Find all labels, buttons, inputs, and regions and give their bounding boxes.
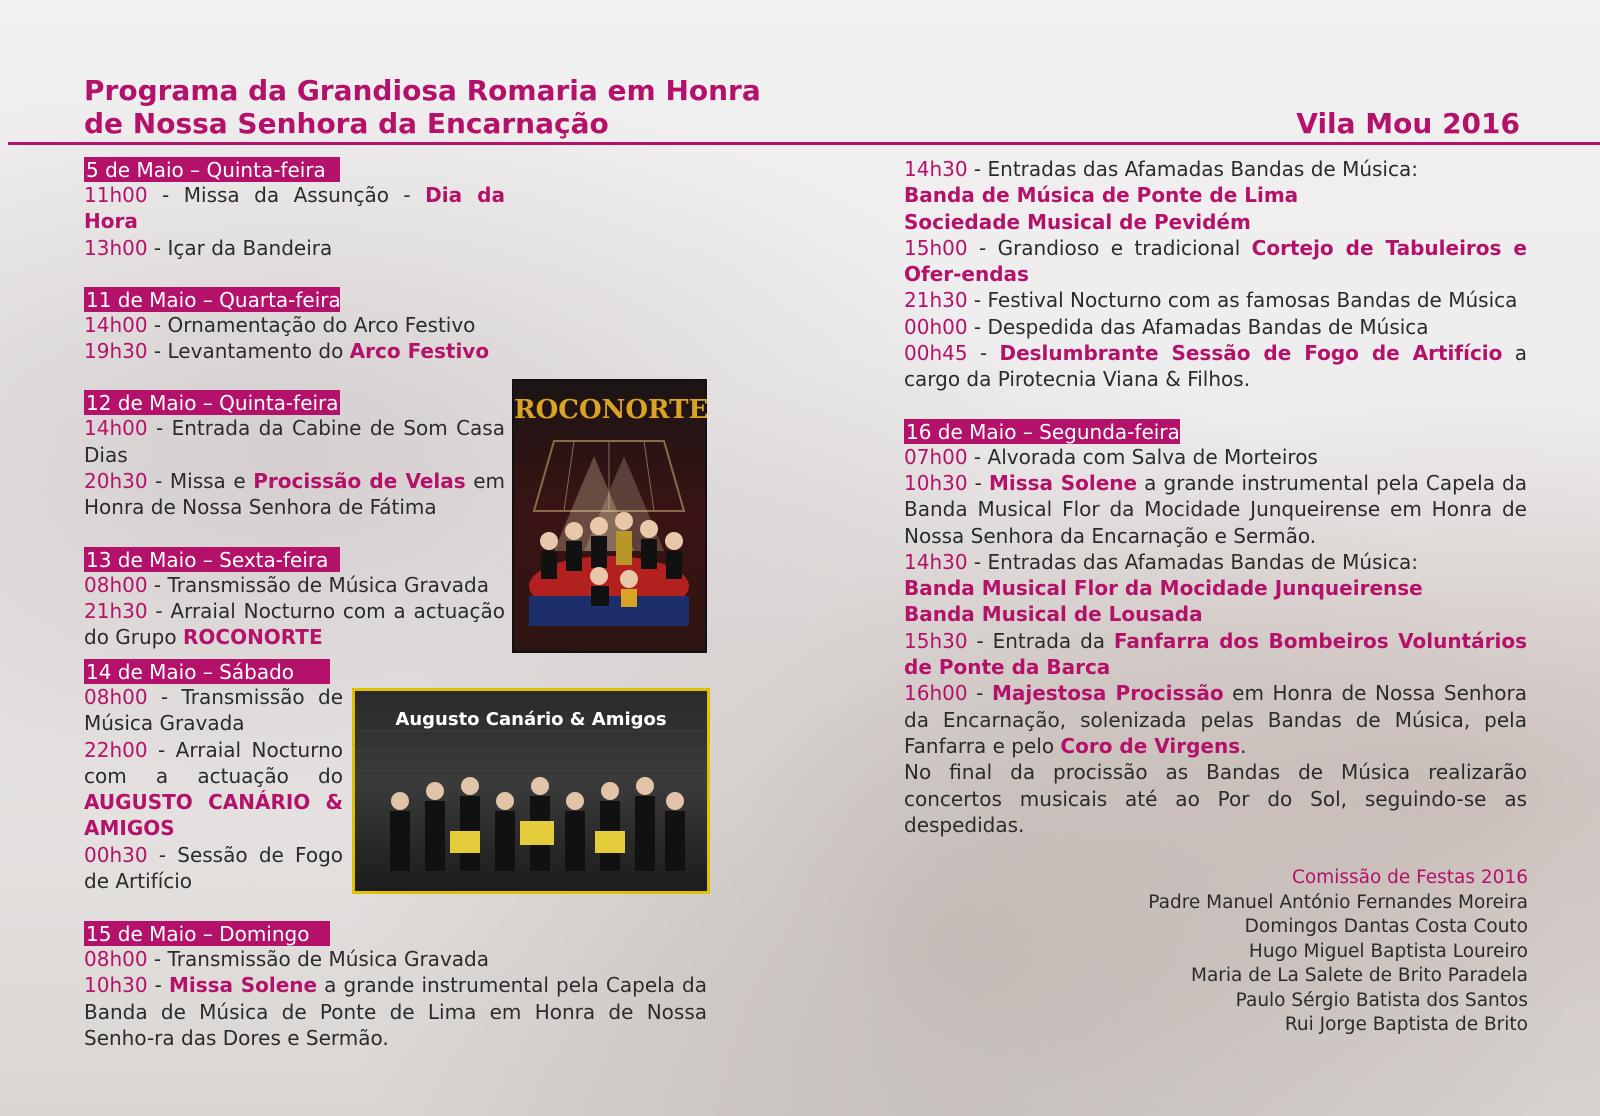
schedule-item: 21h30 - Festival Nocturno com as famosas Bandas de Música <box>904 288 1518 313</box>
committee-member: Domingos Dantas Costa Couto <box>1244 916 1528 937</box>
stage-illustration-icon <box>514 381 709 651</box>
day-heading: 12 de Maio – Quinta-feira <box>86 391 339 416</box>
committee-member: Paulo Sérgio Batista dos Santos <box>1235 989 1528 1011</box>
schedule-item: 00h45 - Deslumbrante Sessão de Fogo de Artifício a cargo da Pirotecnia Viana & Filhos. <box>904 341 1527 392</box>
day-heading: 14 de Maio – Sábado <box>84 659 330 684</box>
band-group-icon <box>355 691 707 891</box>
roconorte-poster <box>512 379 707 653</box>
band-name: Banda Musical de Lousada <box>904 602 1203 627</box>
schedule-item: 10h30 - Missa Solene a grande instrumental pela Capela da Banda de Música de Ponte de Lima em Honra de Nossa Senho-ra das Dores e Sermão. <box>84 973 707 1050</box>
schedule-item: 00h30 - Sessão de Fogo de Artifício <box>84 842 343 894</box>
schedule-item: 19h30 - Levantamento do Arco Festivo <box>84 339 490 364</box>
schedule-item: 16h00 - Majestosa Procissão em Honra de Nossa Senhora da Encarnação, solenizada pelas Bandas de Música, pela Fanfarra e pelo Coro de Virgens. <box>904 681 1527 758</box>
schedule-item: 15h00 - Grandioso e tradicional Cortejo de Tabuleiros e Ofer-endas <box>904 235 1527 287</box>
right-column <box>904 156 1527 838</box>
left-column-bottom <box>84 921 707 1051</box>
band-name: Banda Musical Flor da Mocidade Junqueirense <box>904 576 1423 601</box>
left-column-top <box>84 157 505 651</box>
day-heading: 11 de Maio – Quarta-feira <box>86 287 341 312</box>
page-title <box>84 74 761 140</box>
schedule-item: 07h00 - Alvorada com Salva de Morteiros <box>904 444 1318 469</box>
band-name: Sociedade Musical de Pevidém <box>904 209 1251 234</box>
left-column-middle <box>84 659 343 894</box>
committee-member: Rui Jorge Baptista de Brito <box>1284 1014 1528 1035</box>
committee-block <box>1148 866 1528 1038</box>
photo-title: Augusto Canário & Amigos <box>395 709 667 730</box>
committee-member: Hugo Miguel Baptista Loureiro <box>1248 940 1528 962</box>
day-heading: 13 de Maio – Sexta-feira <box>84 547 340 572</box>
schedule-item: 22h00 - Arraial Nocturno com a actuação do AUGUSTO CANÁRIO & AMIGOS <box>84 737 343 841</box>
schedule-item: 08h00 - Transmissão de Música Gravada <box>84 947 489 971</box>
schedule-item: 21h30 - Arraial Nocturno com a actuação do Grupo ROCONORTE <box>84 598 505 650</box>
title-line-2: de Nossa Senhora da Encarnação <box>84 107 609 140</box>
day-heading: 16 de Maio – Segunda-feira <box>906 419 1180 444</box>
augusto-canario-photo <box>352 688 710 894</box>
schedule-item: 08h00 - Transmissão de Música Gravada <box>84 685 343 736</box>
committee-member: Maria de La Salete de Brito Paradela <box>1190 965 1528 986</box>
schedule-item: 00h00 - Despedida das Afamadas Bandas de Música <box>904 314 1429 339</box>
schedule-item: 14h00 - Entrada da Cabine de Som Casa Dias <box>84 416 505 467</box>
band-name: Banda de Música de Ponte de Lima <box>904 183 1299 208</box>
title-line-1: Programa da Grandiosa Romaria em Honra <box>84 74 761 107</box>
schedule-item: 10h30 - Missa Solene a grande instrumental pela Capela da Banda Musical Flor da Mocidade Junqueirense em Honra de Nossa Senhora da Encarnação e Sermão. <box>904 470 1527 548</box>
day-heading: 15 de Maio – Domingo <box>84 921 330 946</box>
committee-member: Padre Manuel António Fernandes Moreira <box>1148 891 1528 913</box>
schedule-item: 20h30 - Missa e Procissão de Velas em Honra de Nossa Senhora de Fátima <box>84 469 506 520</box>
schedule-item: 14h30 - Entradas das Afamadas Bandas de Música: <box>904 157 1418 181</box>
schedule-item: 08h00 - Transmissão de Música Gravada <box>84 572 489 597</box>
schedule-item: 14h00 - Ornamentação do Arco Festivo <box>84 312 476 337</box>
schedule-item: 11h00 - Missa da Assunção - Dia da Hora <box>84 183 505 234</box>
schedule-item: 13h00 - Içar da Bandeira <box>84 235 333 260</box>
day-heading: 5 de Maio – Quinta-feira <box>84 157 340 182</box>
header-rule <box>8 142 1600 145</box>
schedule-item: 15h30 - Entrada da Fanfarra dos Bombeiros Voluntários de Ponte da Barca <box>904 628 1527 680</box>
place-year: Vila Mou 2016 <box>1296 107 1520 140</box>
poster-title: ROCONORTE <box>514 395 709 425</box>
closing-note: No final da procissão as Bandas de Música realizarão concertos musicais até ao Por do Sol, seguindo-se as despedidas. <box>904 760 1527 837</box>
schedule-item: 14h30 - Entradas das Afamadas Bandas de Música: <box>904 549 1418 574</box>
committee-heading: Comissão de Festas 2016 <box>1291 867 1528 888</box>
